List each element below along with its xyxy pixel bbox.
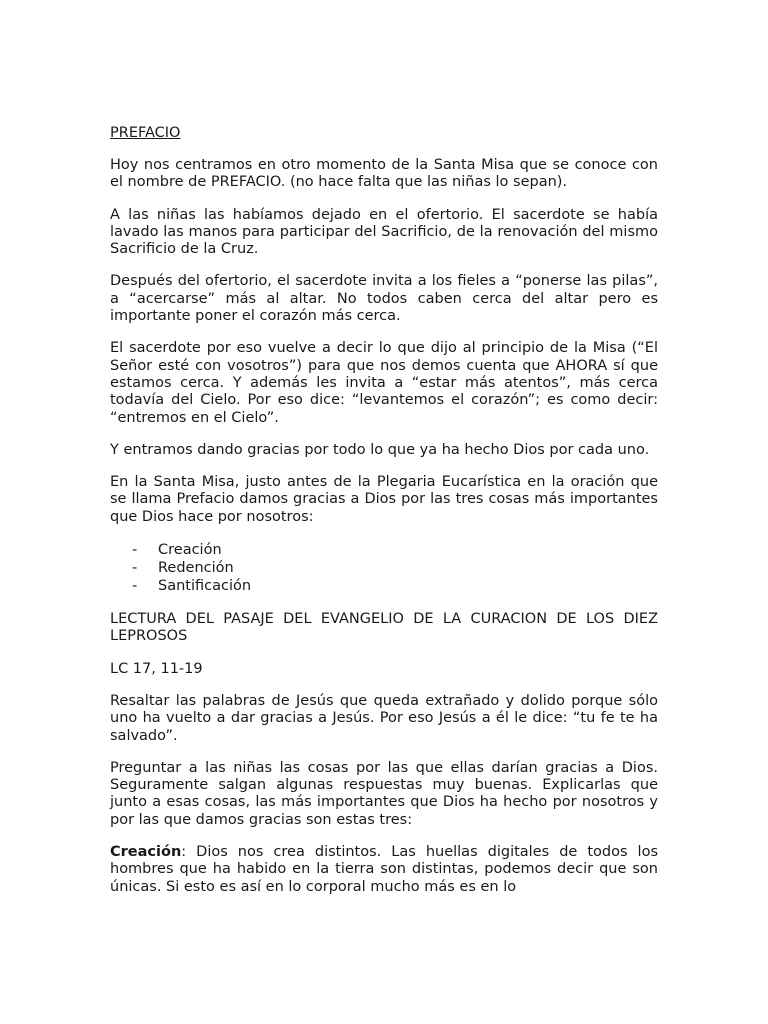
list-dash: - [132,578,138,595]
paragraph-priest-says: El sacerdote por eso vuelve a decir lo que dijo al principio de la Misa (“El Señor esté con vosotros”) para que nos demos cuenta que AHORA sí que estamos cerca. Y además les invita a “estar más atentos”, más cerca todavía del Cielo. Por eso dice: “levantemos el corazón”; es como decir: “entremos en el Cielo”. [110,340,658,426]
paragraph-highlight: Resaltar las palabras de Jesús que queda extrañado y dolido porque sólo uno ha vuelto a dar gracias a Jesús. Por eso Jesús a él le dice: “tu fe te ha salvado”. [110,692,658,744]
paragraph-after-offertory: Después del ofertorio, el sacerdote invita a los fieles a “ponerse las pilas”, a “acercarse” más al altar. No todos caben cerca del altar pero es importante poner el corazón más cerca. [110,273,658,325]
paragraph-intro: Hoy nos centramos en otro momento de la Santa Misa que se conoce con el nombre de PREFACIO. (no hace falta que las niñas lo sepan). [110,157,658,191]
list-item [110,577,658,595]
creation-heading: Creación [110,844,182,861]
list-dash: - [132,542,138,559]
list-item-label: Creación [158,542,222,559]
list-item-label: Santificación [158,578,252,595]
list-dash: - [132,560,138,577]
paragraph-reference: LC 17, 11-19 [110,660,203,677]
document-title: PREFACIO [110,125,181,141]
paragraph-thanks: Y entramos dando gracias por todo lo que ya ha hecho Dios por cada uno. [110,441,650,458]
list-item [110,559,658,577]
creation-text: : Dios nos crea distintos. Las huellas digitales de todos los hombres que ha habido en la tierra son distintas, podemos decir que son únicas. Si esto es así en lo corporal mucho más es en lo [110,844,658,895]
paragraph-offertory: A las niñas las habíamos dejado en el ofertorio. El sacerdote se había lavado las manos para participar del Sacrificio, de la renovación del mismo Sacrificio de la Cruz. [110,206,658,258]
paragraph-gospel-reading: LECTURA DEL PASAJE DEL EVANGELIO DE LA CURACION DE LOS DIEZ LEPROSOS [110,611,658,645]
three-things-list [110,541,658,595]
list-item [110,541,658,559]
paragraph-ask-girls: Preguntar a las niñas las cosas por las que ellas darían gracias a Dios. Seguramente salgan algunas respuestas muy buenas. Explicarlas que junto a esas cosas, las más importantes que Dios ha hecho por nosotros y por las que damos gracias son estas tres: [110,759,658,828]
paragraph-preface: En la Santa Misa, justo antes de la Plegaria Eucarística en la oración que se llama Prefacio damos gracias a Dios por las tres cosas más importantes que Dios hace por nosotros: [110,474,658,525]
list-item-label: Redención [158,560,234,577]
paragraph-creation [110,844,658,896]
